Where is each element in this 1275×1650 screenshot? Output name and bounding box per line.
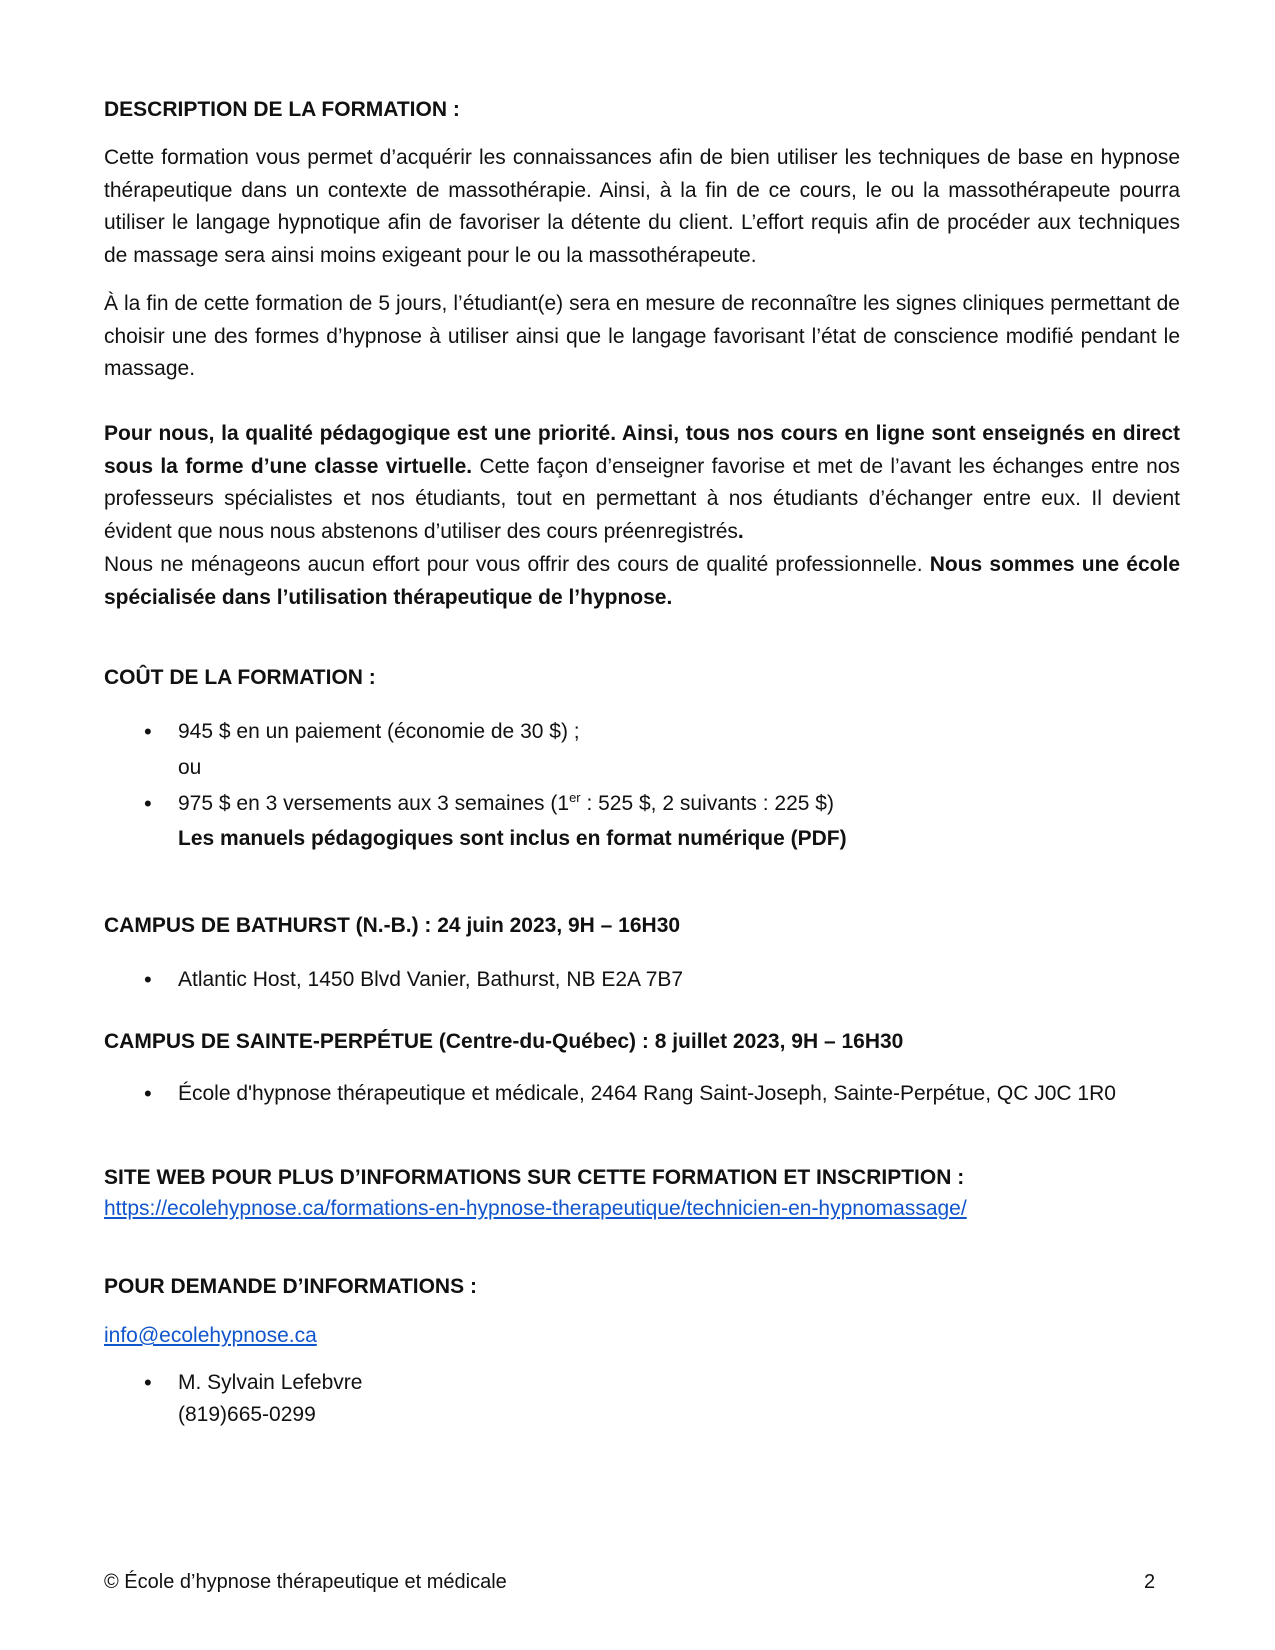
contact-phone: (819)665-0299: [178, 1403, 316, 1426]
contact-email-row: [104, 1320, 1180, 1352]
campus-sainte-perpetue-address-text: École d'hypnose thérapeutique et médicale, 2464 Rang Saint-Joseph, Sainte-Perpétue, QC J0C 1R0: [178, 1082, 1116, 1105]
cost-heading: COÛT DE LA FORMATION :: [104, 666, 376, 689]
description-paragraph-4: [104, 549, 1180, 614]
quality-period: .: [737, 519, 744, 543]
footer-copyright: © École d’hypnose thérapeutique et médicale: [104, 1571, 507, 1593]
contact-name: M. Sylvain Lefebvre: [178, 1371, 363, 1394]
footer-page-number: 2: [1144, 1571, 1156, 1593]
email-link[interactable]: info@ecolehypnose.ca: [104, 1324, 317, 1347]
bullet-icon: •: [144, 1081, 152, 1106]
description-heading: DESCRIPTION DE LA FORMATION :: [104, 98, 460, 121]
website-heading: SITE WEB POUR PLUS D’INFORMATIONS SUR CETTE FORMATION ET INSCRIPTION :: [104, 1166, 965, 1189]
campus-bathurst-address-text: Atlantic Host, 1450 Blvd Vanier, Bathurst, NB E2A 7B7: [178, 968, 684, 991]
cost-option-1-text: 945 $ en un paiement (économie de 30 $) ;: [178, 720, 580, 743]
campus-bathurst-heading: CAMPUS DE BATHURST (N.-B.) : 24 juin 2023, 9H – 16H30: [104, 914, 681, 937]
bullet-icon: •: [144, 967, 152, 992]
bullet-icon: •: [144, 791, 152, 816]
description-paragraph-1: Cette formation vous permet d’acquérir les connaissances afin de bien utiliser les techniques de base en hypnose thérapeutique dans un contexte de massothérapie. Ainsi, à la fin de ce cours, le ou la massothérapeute pourra utiliser le langage hypnotique afin de favoriser la détente du client. L’effort requis afin de procéder aux techniques de massage sera ainsi moins exigeant pour le ou la massothérapeute.: [104, 146, 1180, 267]
bullet-icon: •: [144, 719, 152, 744]
website-link[interactable]: https://ecolehypnose.ca/formations-en-hypnose-therapeutique/technicien-en-hypnomassage/: [104, 1197, 967, 1220]
cost-option-2-text: 975 $ en 3 versements aux 3 semaines (1er : 525 $, 2 suivants : 225 $): [178, 790, 834, 815]
cost-manuals-text: Les manuels pédagogiques sont inclus en format numérique (PDF): [178, 827, 847, 850]
effort-statement: Nous ne ménageons aucun effort pour vous offrir des cours de qualité professionnelle.: [104, 553, 930, 576]
description-paragraph-2: À la fin de cette formation de 5 jours, l’étudiant(e) sera en mesure de reconnaître les signes cliniques permettant de choisir une des formes d’hypnose à utiliser ainsi que le langage favorisant l’état de conscience modifié pendant le massage.: [104, 292, 1180, 380]
description-paragraph-3: [104, 418, 1180, 548]
website-link-row: [104, 1193, 1180, 1225]
specialized-school-statement: Nous sommes une école spécialisée dans l’utilisation thérapeutique de l’hypnose.: [104, 553, 1181, 609]
quality-details: Cette façon d’enseigner favorise et met de l’avant les échanges entre nos professeurs spécialistes et nos étudiants, tout en permettant à nos étudiants d’échanger entre eux. Il devient évident que nous nous abstenons d’utiliser des cours préenregistrés: [104, 454, 1180, 543]
cost-or-text: ou: [178, 756, 202, 779]
contact-heading: POUR DEMANDE D’INFORMATIONS :: [104, 1275, 477, 1298]
quality-statement: Pour nous, la qualité pédagogique est une priorité. Ainsi, tous nos cours en ligne sont enseignés en direct sous la forme d’une classe virtuelle.: [104, 422, 1180, 478]
bullet-icon: •: [144, 1370, 152, 1395]
campus-sainte-perpetue-heading: CAMPUS DE SAINTE-PERPÉTUE (Centre-du-Québec) : 8 juillet 2023, 9H – 16H30: [104, 1030, 904, 1053]
